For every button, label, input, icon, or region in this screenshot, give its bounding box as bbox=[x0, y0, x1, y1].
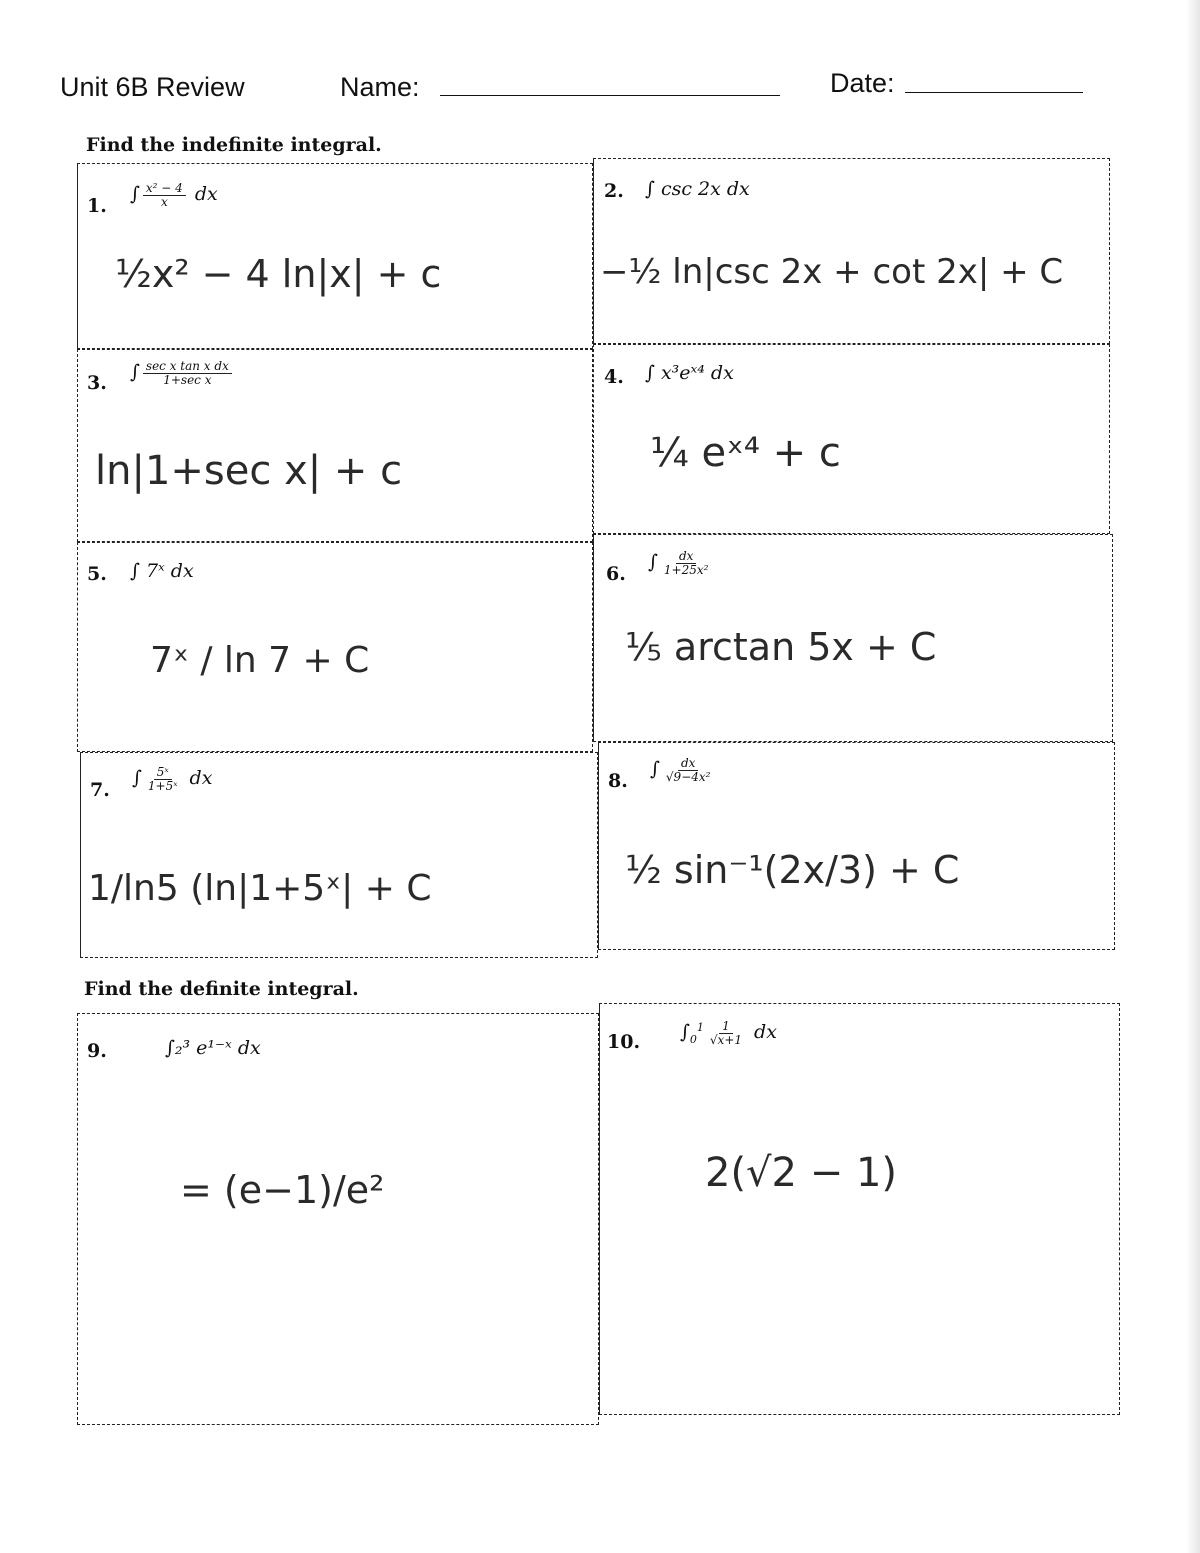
problem-prompt-6: ∫ $\frac{dx}{\text{1+25x²}}$ bbox=[648, 549, 709, 577]
problem-prompt-4: ∫ x³eˣ⁴ dx bbox=[645, 362, 734, 384]
problem-number-8: 8. bbox=[608, 770, 628, 792]
problem-prompt-9: ∫₂³ e¹⁻ˣ dx bbox=[165, 1037, 261, 1059]
answer-8: ½ sin⁻¹(2x/3) + C bbox=[625, 848, 960, 892]
problem-number-10: 10. bbox=[607, 1031, 641, 1053]
problem-number-1: 1. bbox=[87, 195, 107, 217]
problem-number-5: 5. bbox=[87, 563, 107, 585]
date-blank[interactable] bbox=[905, 92, 1083, 93]
problem-number-6: 6. bbox=[606, 563, 626, 585]
worksheet-title: Unit 6B Review bbox=[60, 72, 245, 102]
name-blank[interactable] bbox=[440, 95, 780, 96]
scan-edge-shadow bbox=[1186, 0, 1200, 1553]
answer-5: 7ˣ / ln 7 + C bbox=[150, 640, 370, 681]
answer-7: 1/ln5 (ln|1+5ˣ| + C bbox=[88, 868, 432, 909]
problem-prompt-5: ∫ 7ˣ dx bbox=[130, 560, 194, 582]
problem-prompt-2: ∫ csc 2x dx bbox=[645, 178, 750, 200]
problem-number-2: 2. bbox=[604, 180, 624, 202]
problem-prompt-3: ∫ $\frac{\text{sec x tan x dx}}{\text{1+sec x}}$ bbox=[130, 360, 235, 386]
section-title-definite: Find the definite integral. bbox=[84, 978, 359, 1000]
date-label: Date: bbox=[830, 68, 895, 98]
answer-9: = (e−1)/e² bbox=[180, 1168, 385, 1212]
problem-number-9: 9. bbox=[87, 1040, 107, 1062]
problem-number-7: 7. bbox=[90, 779, 110, 801]
name-label: Name: bbox=[340, 72, 420, 102]
answer-2: −½ ln|csc 2x + cot 2x| + C bbox=[600, 252, 1064, 292]
problem-cell-10 bbox=[599, 1003, 1120, 1415]
answer-10: 2(√2 − 1) bbox=[705, 1150, 897, 1196]
problem-prompt-7: ∫ $\frac{\text{5ˣ}}{\text{1+5ˣ}}$ dx bbox=[132, 765, 213, 793]
problem-number-3: 3. bbox=[87, 372, 107, 394]
problem-cell-9 bbox=[77, 1013, 599, 1425]
problem-number-4: 4. bbox=[604, 366, 624, 388]
answer-1: ½x² − 4 ln|x| + c bbox=[115, 252, 442, 296]
answer-6: ⅕ arctan 5x + C bbox=[625, 625, 937, 669]
section-title-indefinite: Find the indefinite integral. bbox=[86, 134, 382, 156]
answer-3: ln|1+sec x| + c bbox=[95, 448, 403, 494]
answer-4: ¼ eˣ⁴ + c bbox=[650, 430, 841, 476]
problem-prompt-1: ∫ $\frac{\text{x² − 4}}{x}$ dx bbox=[130, 181, 218, 209]
problem-prompt-10: $\int_0^1$ $\frac{1}{√x+1}$ dx bbox=[680, 1019, 777, 1047]
problem-prompt-8: ∫ $\frac{dx}{\text{√9−4x²}}$ bbox=[650, 756, 711, 784]
